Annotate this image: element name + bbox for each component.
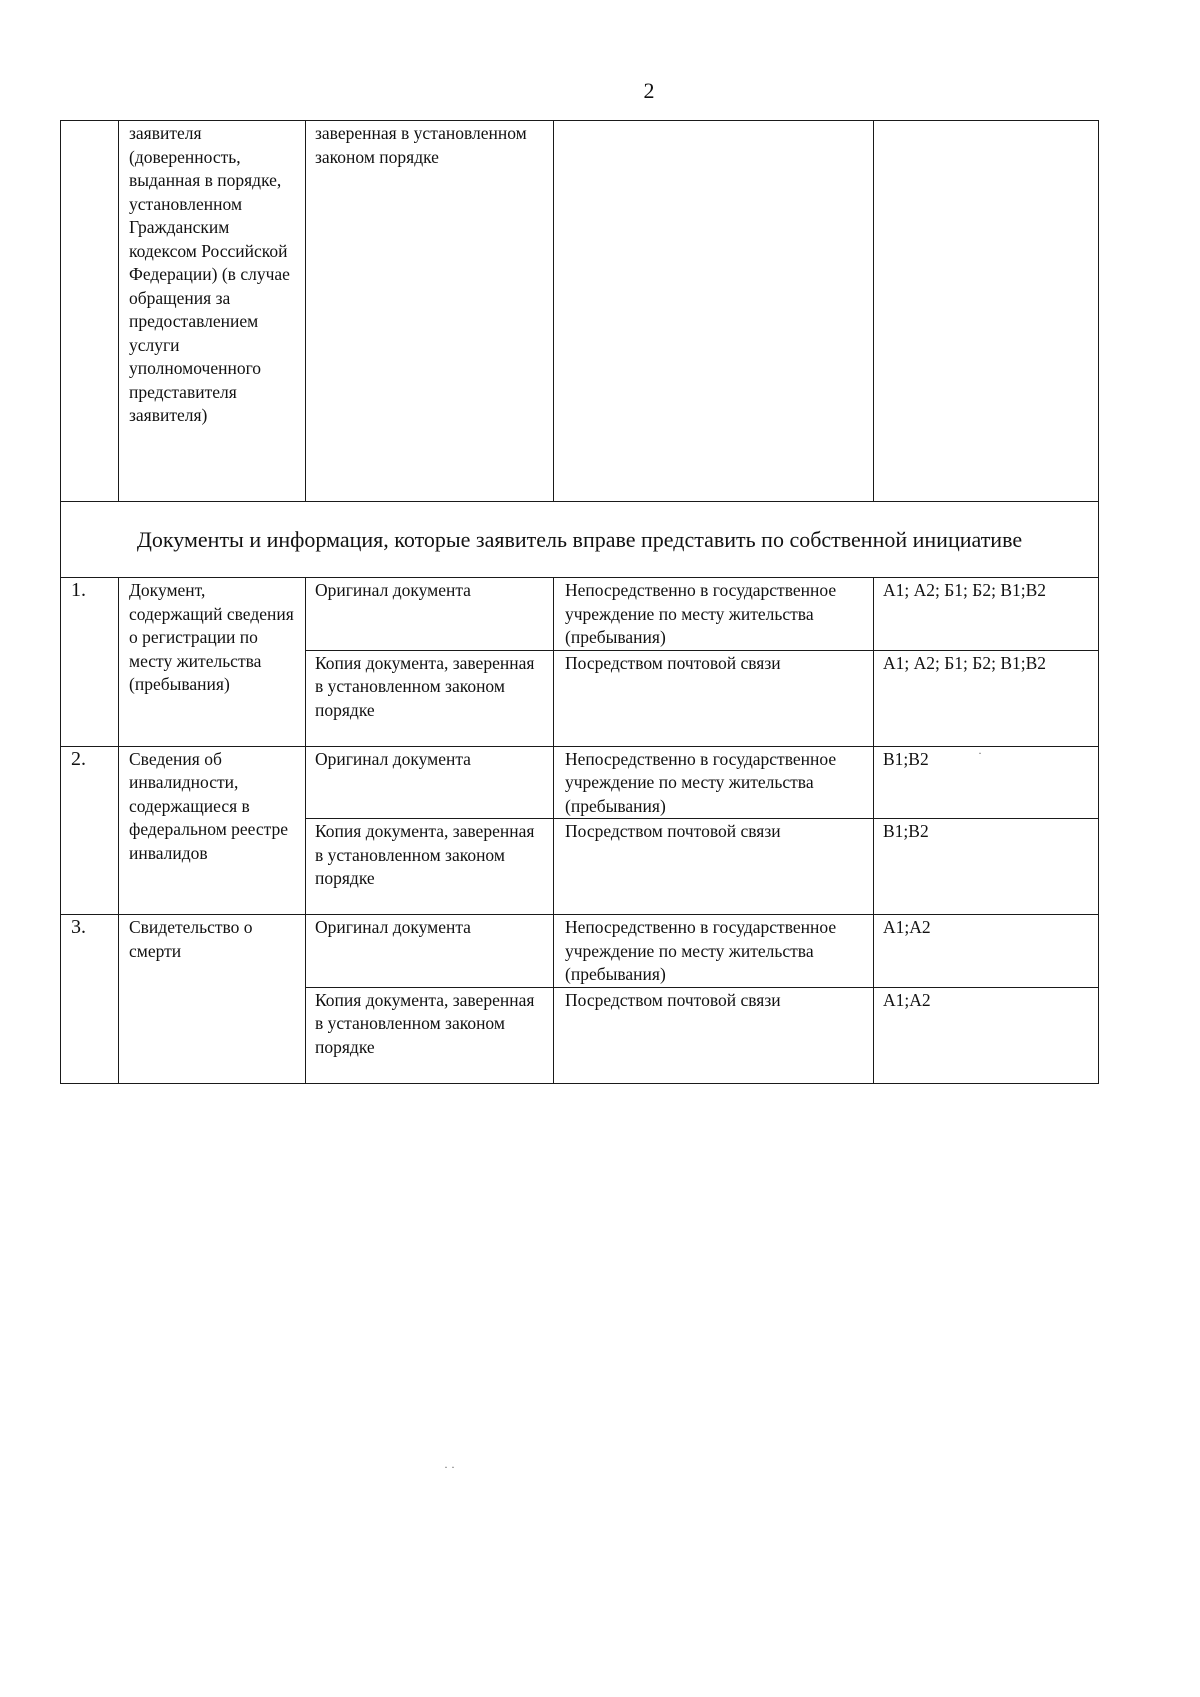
submission-method: Непосредственно в государственное учреждение по месту жительства (пребывания)	[554, 915, 874, 988]
continuation-row	[61, 121, 1099, 502]
document-name: Сведения об инвалидности, содержащиеся в федеральном реестре инвалидов	[119, 746, 306, 915]
document-name: Свидетельство о смерти	[119, 915, 306, 1084]
applicant-categories	[874, 121, 1099, 502]
section-header-row	[61, 502, 1099, 578]
table-row	[61, 578, 1099, 651]
applicant-categories: А1; А2; Б1; Б2; В1;В2	[874, 650, 1099, 746]
applicant-categories: А1;А2	[874, 987, 1099, 1083]
submission-method: Непосредственно в государственное учреждение по месту жительства (пребывания)	[554, 746, 874, 819]
item-number: 2.	[61, 746, 119, 915]
document-name: заявителя (доверенность, выданная в порядке, установленном Гражданским кодексом Российской Федерации) (в случае обращения за предоставлением услуги уполномоченного представителя заявителя)	[119, 121, 306, 502]
scan-speck: · ·	[444, 1460, 455, 1474]
applicant-categories: А1; А2; Б1; Б2; В1;В2	[874, 578, 1099, 651]
document-form: Копия документа, заверенная в установленном законом порядке	[306, 819, 554, 915]
item-number: 1.	[61, 578, 119, 747]
document-name: Документ, содержащий сведения о регистрации по месту жительства (пребывания)	[119, 578, 306, 747]
item-number	[61, 121, 119, 502]
submission-method: Посредством почтовой связи	[554, 987, 874, 1083]
applicant-categories: А1;А2	[874, 915, 1099, 988]
table-row	[61, 915, 1099, 988]
document-form: Копия документа, заверенная в установленном законом порядке	[306, 987, 554, 1083]
submission-method: Посредством почтовой связи	[554, 819, 874, 915]
item-number: 3.	[61, 915, 119, 1084]
document-form: Копия документа, заверенная в установленном законом порядке	[306, 650, 554, 746]
applicant-categories: В1;В2	[874, 746, 1099, 819]
section-title: Документы и информация, которые заявитель вправе представить по собственной инициативе	[61, 502, 1099, 578]
page-number: 2	[643, 78, 655, 103]
submission-method: Посредством почтовой связи	[554, 650, 874, 746]
applicant-categories: В1;В2	[874, 819, 1099, 915]
table-row	[61, 746, 1099, 819]
document-form: Оригинал документа	[306, 746, 554, 819]
documents-table	[60, 120, 1099, 1084]
submission-method: Непосредственно в государственное учреждение по месту жительства (пребывания)	[554, 578, 874, 651]
document-form: Оригинал документа	[306, 915, 554, 988]
scan-speck: ·	[978, 746, 982, 760]
document-form: заверенная в установленном законом порядке	[306, 121, 554, 502]
document-form: Оригинал документа	[306, 578, 554, 651]
submission-method	[554, 121, 874, 502]
